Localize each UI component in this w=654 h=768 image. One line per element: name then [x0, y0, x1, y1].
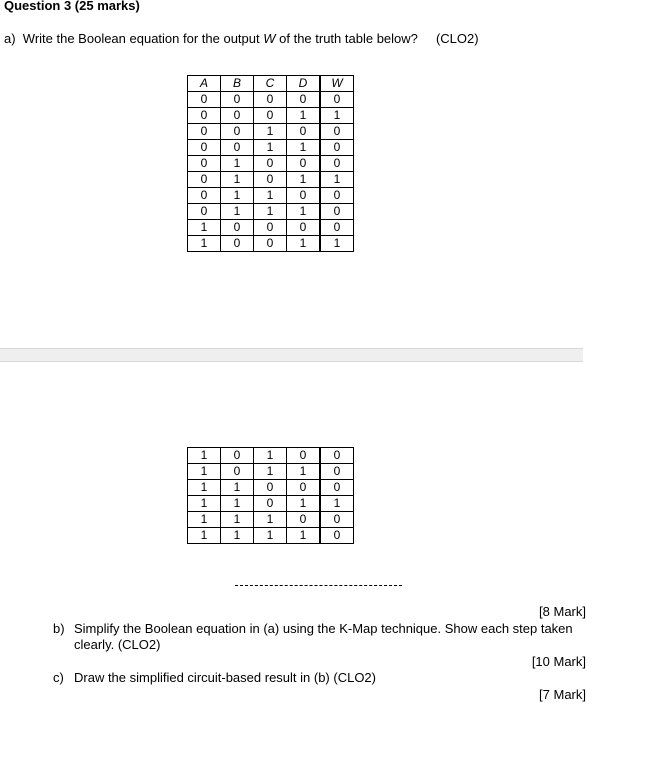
cell-c: 0 [254, 220, 287, 236]
cell-w: 0 [320, 188, 354, 204]
cell-a: 1 [188, 236, 221, 252]
cell-d: 1 [287, 204, 321, 220]
part-a-text-after: of the truth table below? [275, 31, 418, 46]
cell-b: 0 [221, 92, 254, 108]
cell-w: 0 [320, 204, 354, 220]
part-b-question [53, 621, 593, 653]
cell-c: 1 [254, 204, 287, 220]
part-c-label: c) [53, 670, 64, 685]
section-divider [0, 348, 583, 362]
table-end-line [235, 585, 402, 586]
table-row [188, 448, 354, 464]
cell-d: 1 [287, 140, 321, 156]
cell-d: 0 [287, 512, 321, 528]
cell-a: 0 [188, 140, 221, 156]
truth-table-header [188, 76, 354, 92]
cell-w: 1 [320, 236, 354, 252]
cell-w: 0 [320, 124, 354, 140]
cell-d: 1 [287, 464, 321, 480]
col-header-d: D [287, 76, 321, 92]
part-b-text: Simplify the Boolean equation in (a) using the K-Map technique. Show each step taken clearly. (CLO2) [74, 621, 573, 652]
col-header-a: A [188, 76, 221, 92]
cell-c: 1 [254, 188, 287, 204]
mark-c: [7 Mark] [539, 687, 586, 702]
cell-w: 0 [320, 464, 354, 480]
cell-d: 0 [287, 156, 321, 172]
col-header-b: B [221, 76, 254, 92]
cell-a: 1 [188, 220, 221, 236]
table-row [188, 512, 354, 528]
cell-b: 1 [221, 204, 254, 220]
cell-b: 0 [221, 108, 254, 124]
table-row [188, 528, 354, 544]
cell-d: 1 [287, 172, 321, 188]
cell-w: 1 [320, 172, 354, 188]
truth-table-top [187, 75, 354, 252]
cell-d: 1 [287, 528, 321, 544]
cell-c: 0 [254, 92, 287, 108]
cell-d: 1 [287, 496, 321, 512]
table-row [188, 92, 354, 108]
cell-a: 1 [188, 448, 221, 464]
cell-b: 0 [221, 448, 254, 464]
col-header-c: C [254, 76, 287, 92]
cell-c: 0 [254, 480, 287, 496]
output-variable: W [263, 31, 276, 46]
cell-d: 1 [287, 108, 321, 124]
question-title: Question 3 (25 marks) [4, 0, 140, 13]
table-row [188, 188, 354, 204]
table-row [188, 156, 354, 172]
cell-a: 0 [188, 108, 221, 124]
cell-d: 0 [287, 124, 321, 140]
col-header-w: W [320, 76, 354, 92]
cell-w: 1 [320, 108, 354, 124]
table-row [188, 124, 354, 140]
cell-a: 1 [188, 480, 221, 496]
part-a-clo: (CLO2) [435, 31, 479, 46]
part-a-label: a) [4, 31, 16, 46]
part-b-label: b) [53, 621, 65, 636]
cell-c: 0 [254, 108, 287, 124]
table-row [188, 204, 354, 220]
cell-d: 0 [287, 448, 321, 464]
part-c-text: Draw the simplified circuit-based result in (b) (CLO2) [74, 670, 376, 685]
cell-a: 0 [188, 156, 221, 172]
table-row [188, 480, 354, 496]
cell-b: 0 [221, 140, 254, 156]
part-c-question [53, 670, 593, 686]
cell-c: 0 [254, 156, 287, 172]
cell-a: 1 [188, 496, 221, 512]
cell-a: 0 [188, 204, 221, 220]
cell-b: 1 [221, 512, 254, 528]
cell-c: 1 [254, 528, 287, 544]
cell-c: 1 [254, 512, 287, 528]
table-row [188, 464, 354, 480]
table-row [188, 140, 354, 156]
cell-b: 1 [221, 496, 254, 512]
cell-w: 0 [320, 156, 354, 172]
cell-a: 1 [188, 464, 221, 480]
cell-a: 1 [188, 512, 221, 528]
cell-a: 0 [188, 188, 221, 204]
cell-b: 0 [221, 124, 254, 140]
table-row [188, 220, 354, 236]
cell-w: 0 [320, 220, 354, 236]
cell-c: 1 [254, 124, 287, 140]
cell-w: 0 [320, 140, 354, 156]
cell-b: 1 [221, 480, 254, 496]
cell-a: 0 [188, 124, 221, 140]
cell-c: 1 [254, 448, 287, 464]
cell-c: 0 [254, 496, 287, 512]
cell-w: 1 [320, 496, 354, 512]
cell-a: 0 [188, 172, 221, 188]
table-row [188, 172, 354, 188]
cell-b: 0 [221, 464, 254, 480]
cell-w: 0 [320, 448, 354, 464]
cell-a: 0 [188, 92, 221, 108]
mark-a: [8 Mark] [539, 604, 586, 619]
part-a-text-before: Write the Boolean equation for the output [22, 31, 264, 46]
cell-d: 1 [287, 236, 321, 252]
table-row [188, 496, 354, 512]
cell-c: 1 [254, 464, 287, 480]
cell-d: 0 [287, 188, 321, 204]
table-row [188, 108, 354, 124]
cell-c: 1 [254, 140, 287, 156]
cell-a: 1 [188, 528, 221, 544]
cell-w: 0 [320, 512, 354, 528]
cell-c: 0 [254, 236, 287, 252]
cell-w: 0 [320, 92, 354, 108]
truth-table-bottom [187, 447, 354, 544]
cell-c: 0 [254, 172, 287, 188]
table-row [188, 236, 354, 252]
cell-b: 0 [221, 236, 254, 252]
part-a-question [4, 31, 479, 46]
cell-w: 0 [320, 528, 354, 544]
cell-w: 0 [320, 480, 354, 496]
mark-b: [10 Mark] [531, 654, 586, 669]
cell-d: 0 [287, 220, 321, 236]
cell-d: 0 [287, 92, 321, 108]
cell-b: 0 [221, 220, 254, 236]
cell-b: 1 [221, 172, 254, 188]
cell-d: 0 [287, 480, 321, 496]
cell-b: 1 [221, 528, 254, 544]
cell-b: 1 [221, 156, 254, 172]
cell-b: 1 [221, 188, 254, 204]
